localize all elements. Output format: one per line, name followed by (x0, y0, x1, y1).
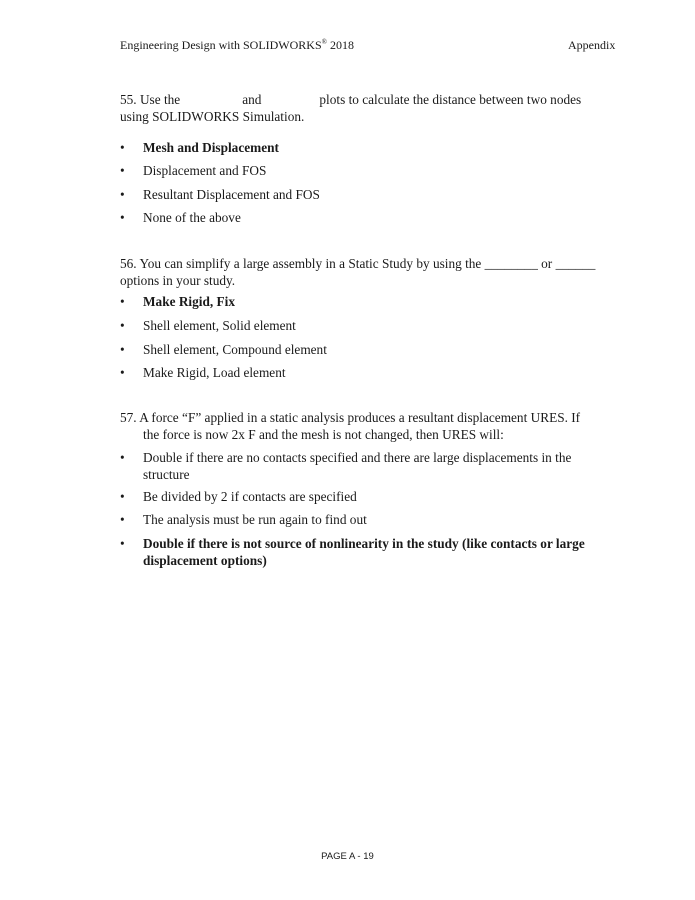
q57-option-4 (120, 535, 600, 569)
bullet-icon: • (120, 163, 125, 178)
question-56 (120, 255, 615, 289)
question-55-text-c: plots to calculate the distance between two nodes (319, 92, 582, 107)
question-57-line-2: the force is now 2x F and the mesh is not changed, then URES will: (143, 427, 504, 442)
bullet-icon: • (120, 318, 125, 333)
q56-option-3-text: Shell element, Compound element (143, 342, 327, 357)
q56-option-1-text: Make Rigid, Fix (143, 294, 235, 309)
bullet-icon: • (120, 342, 125, 357)
bullet-icon: • (120, 450, 125, 465)
q57-option-1 (120, 449, 600, 483)
bullet-icon: • (120, 489, 125, 504)
q55-option-3 (120, 186, 600, 203)
q55-option-4 (120, 209, 600, 226)
question-55-line-2: using SOLIDWORKS Simulation. (120, 109, 305, 124)
q55-option-2-text: Displacement and FOS (143, 163, 267, 178)
question-55-line-1 (120, 91, 615, 108)
q57-option-1-text: Double if there are no contacts specified and there are large displacements in the structure (143, 450, 572, 482)
question-55 (120, 91, 615, 125)
bullet-icon: • (120, 210, 125, 225)
q55-option-3-text: Resultant Displacement and FOS (143, 187, 320, 202)
question-55-text-b: and (242, 92, 262, 107)
q55-option-2 (120, 162, 600, 179)
bullet-icon: • (120, 536, 125, 551)
bullet-icon: • (120, 294, 125, 309)
question-57 (120, 409, 615, 443)
header-year: 2018 (329, 38, 354, 52)
page-number: PAGE A - 19 (321, 851, 374, 862)
header-title-text: Engineering Design with SOLIDWORKS (120, 38, 322, 52)
q57-option-3 (120, 511, 600, 528)
q56-option-4-text: Make Rigid, Load element (143, 365, 286, 380)
q56-option-1 (120, 293, 600, 310)
bullet-icon: • (120, 140, 125, 155)
q57-option-2 (120, 488, 600, 505)
registered-mark: ® (321, 38, 327, 46)
q57-option-2-text: Be divided by 2 if contacts are specified (143, 489, 357, 504)
q57-option-3-text: The analysis must be run again to find out (143, 512, 367, 527)
question-57-line-1: 57. A force “F” applied in a static analysis produces a resultant displacement URES. If (120, 410, 581, 425)
q56-option-2 (120, 317, 600, 334)
bullet-icon: • (120, 512, 125, 527)
q56-option-3 (120, 341, 600, 358)
question-55-text-a: 55. Use the (120, 92, 181, 107)
q57-option-4-text: Double if there is not source of nonlinearity in the study (like contacts or large displacement options) (143, 536, 585, 568)
running-header-section: Appendix (568, 38, 616, 52)
q56-option-2-text: Shell element, Solid element (143, 318, 296, 333)
question-56-line-2: options in your study. (120, 273, 236, 288)
q56-option-4 (120, 364, 600, 381)
q55-option-1 (120, 139, 600, 156)
bullet-icon: • (120, 365, 125, 380)
bullet-icon: • (120, 187, 125, 202)
q55-option-4-text: None of the above (143, 210, 241, 225)
running-header-title (120, 38, 354, 53)
question-56-line-1: 56. You can simplify a large assembly in a Static Study by using the ________ or ______ (120, 256, 596, 271)
q55-option-1-text: Mesh and Displacement (143, 140, 279, 155)
